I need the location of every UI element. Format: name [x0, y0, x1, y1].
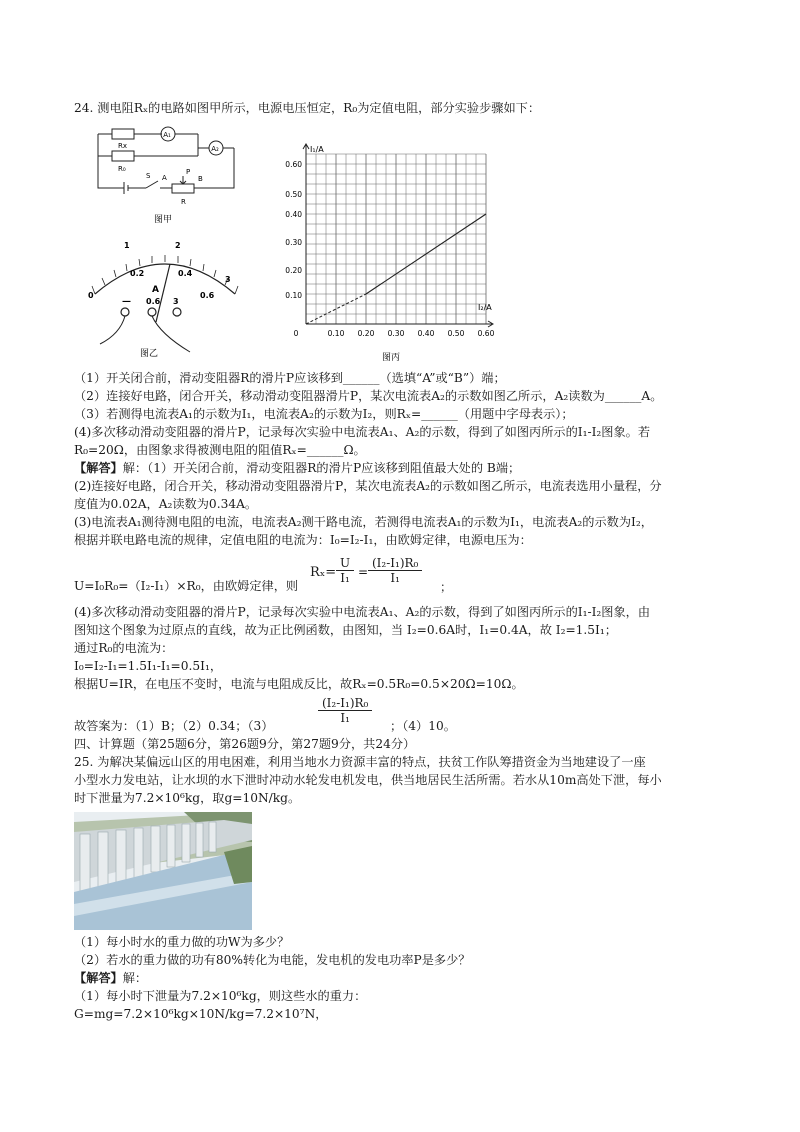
ytick-0-40: 0.40	[285, 210, 302, 219]
fig-a-caption: 图甲	[154, 215, 173, 225]
terminal-0-6: 0.6	[146, 297, 161, 306]
rx-resistor-icon	[112, 129, 134, 139]
ytick-0-10: 0.10	[285, 291, 302, 300]
final-fraction: $\frac{\text{(I₂-I₁)R₀}}{\text{I₁}}$	[318, 696, 372, 725]
p-label: P	[186, 168, 191, 176]
q24-answer-line10: I₀=I₂-I₁=1.5I₁-I₁=0.5I₁，	[74, 659, 223, 673]
q24-answer-line1	[74, 460, 520, 476]
formula-rx-label: Rₓ=	[310, 565, 337, 580]
graph-ylabel: I₁/A	[310, 145, 324, 154]
q24-answer-line8: 图知这个图象为过原点的直线，故为正比例函数，由图知，当 I₂=0.6A时，I₁=0.4A，故 I₂=1.5I₁；	[74, 623, 617, 637]
q24-answer-line5: 根据并联电路电流的规律，定值电阻的电流为：I₀=I₂-I₁，由欧姆定律，电源电压为：	[74, 533, 532, 547]
dial-lower-0-2: 0.2	[130, 269, 145, 278]
ytick-0-50: 0.50	[285, 190, 302, 199]
graph-grid	[306, 154, 486, 324]
figure-ammeter	[80, 234, 250, 362]
dial-upper-3: 3	[225, 275, 231, 284]
xtick-0-40: 0.40	[417, 329, 435, 338]
q25-answer-line2: G=mg=7.2×10⁶kg×10N/kg=7.2×10⁷N，	[74, 1007, 328, 1021]
q24-part2: （2）连接好电路，闭合开关，移动滑动变阻器滑片P，某次电流表A₂的示数如图乙所示，A₂读数为______A。	[74, 389, 663, 403]
q25-line3: 时下泄量为7.2×10⁶kg，取g=10N/kg。	[74, 791, 301, 805]
q25-line1: 25. 为解决某偏远山区的用电困难，利用当地水力资源丰富的特点，扶贫工作队筹措资金为当地建设了一座	[74, 755, 646, 769]
fig-c-caption: 图丙	[382, 353, 401, 363]
dial-lower-0-4: 0.4	[178, 269, 193, 278]
answer-label: 【解答】	[74, 461, 123, 475]
a1-label: A₁	[163, 131, 171, 139]
terminal-neg-icon	[121, 308, 129, 316]
rheostat-icon	[172, 184, 194, 193]
q24-answer-line2: (2)连接好电路，闭合开关，移动滑动变阻器滑片P，某次电流表A₂的示数如图乙所示，电流表选用小量程，分	[74, 479, 662, 493]
xtick-0-30: 0.30	[387, 329, 405, 338]
dial-upper-2: 2	[175, 241, 181, 250]
q24-part4-cont: R₀=20Ω，由图象求得被测电阻的阻值Rₓ=______Ω。	[74, 443, 366, 457]
xtick-0-20: 0.20	[357, 329, 375, 338]
dial-a-label: A	[152, 285, 159, 295]
r-label: R	[181, 198, 186, 206]
q24-answer-line3: 度值为0.02A，A₂读数为0.34A。	[74, 497, 258, 511]
terminal-3-icon	[173, 308, 181, 316]
r0-label: R₀	[118, 165, 126, 173]
dial-lower-0-6: 0.6	[200, 291, 215, 300]
terminal-0-6-icon	[148, 308, 156, 316]
q24-final-answer-tail: ；（4）10。	[390, 719, 456, 733]
q24-answer-line9: 通过R₀的电流为：	[74, 641, 174, 655]
formula-u-over-i1: $\frac{U}{\text{I₁}}$	[336, 556, 354, 585]
q24-final-answer: 故答案为：（1）B；（2）0.34；（3）	[74, 719, 274, 733]
formula-eq: =	[358, 565, 369, 579]
xtick-0-10: 0.10	[327, 329, 345, 338]
q24-part3: （3）若测得电流表A₁的示数为I₁，电流表A₂的示数为I₂，则Rₓ=______（用题中字母表示）；	[74, 407, 574, 421]
figure-graph	[282, 138, 512, 370]
q24-answer-line4: (3)电流表A₁测待测电阻的电流，电流表A₂测干路电流，若测得电流表A₁的示数为I₁，电流表A₂的示数为I₂，	[74, 515, 653, 529]
terminal-3: 3	[173, 297, 179, 306]
q24-answer-line11: 根据U=IR，在电压不变时，电流与电阻成反比，故Rₓ=0.5R₀=0.5×20Ω=10Ω。	[74, 677, 524, 691]
graph-xlabel: I₂/A	[478, 303, 492, 312]
xtick-0: 0	[293, 329, 299, 338]
q24-title: 24. 测电阻Rₓ的电路如图甲所示，电源电压恒定，R₀为定值电阻，部分实验步骤如下：	[74, 101, 541, 115]
fig-b-caption: 图乙	[140, 349, 159, 359]
q25-question1: （1）每小时水的重力做的功W为多少？	[74, 935, 290, 949]
switch-icon	[146, 181, 158, 188]
q25-answer-line1: （1）每小时下泄量为7.2×10⁶kg，则这些水的重力：	[74, 989, 367, 1003]
xtick-0-60: 0.60	[477, 329, 495, 338]
dial-lower-0: 0	[88, 291, 94, 300]
q25-answer-head: 【解答】解：	[74, 971, 148, 985]
q25-question2: （2）若水的重力做的功有80%转化为电能，发电机的发电功率P是多少？	[74, 953, 471, 967]
rx-label: Rx	[118, 142, 128, 150]
b-terminal-label: B	[198, 175, 203, 183]
section-4-heading: 四、计算题（第25题6分，第26题9分，第27题9分，共24分）	[74, 737, 416, 751]
xtick-0-50: 0.50	[447, 329, 465, 338]
q24-answer-line7: (4)多次移动滑动变阻器的滑片P，记录每次实验中电流表A₁、A₂的示数，得到了如图丙所示的I₁-I₂图象，由	[74, 605, 651, 619]
figure-circuit	[88, 118, 248, 228]
ytick-0-30: 0.30	[285, 238, 302, 247]
a-terminal-label: A	[162, 174, 167, 182]
answer-text: 解：（1）开关闭合前，滑动变阻器R的滑片P应该移到阻值最大处的 B端；	[122, 461, 521, 475]
r0-resistor-icon	[112, 151, 134, 161]
q25-line2: 小型水力发电站，让水坝的水下泄时冲动水轮发电机发电，供当地居民生活所需。若水从10m高处下泄，每小	[74, 773, 662, 787]
formula-fraction: $\frac{\text{(I₂-I₁)R₀}}{\text{I₁}}$	[368, 556, 422, 585]
ytick-0-60: 0.60	[285, 160, 302, 169]
dial-upper-1: 1	[124, 241, 130, 250]
ytick-0-20: 0.20	[285, 266, 302, 275]
dam-photo	[74, 812, 252, 930]
q24-answer-line6: U=I₀R₀=（I₂-I₁）×R₀，由欧姆定律，则	[74, 579, 299, 593]
formula-semicolon: ；	[440, 580, 453, 594]
s-label: S	[146, 172, 151, 180]
q24-part1: （1）开关闭合前，滑动变阻器R的滑片P应该移到______（选填“A”或“B”）端；	[74, 371, 506, 385]
terminal-neg: —	[122, 297, 131, 307]
a2-label: A₂	[211, 145, 219, 153]
q24-part4: (4)多次移动滑动变阻器的滑片P，记录每次实验中电流表A₁、A₂的示数，得到了如图丙所示的I₁-I₂图象。若	[74, 425, 651, 439]
